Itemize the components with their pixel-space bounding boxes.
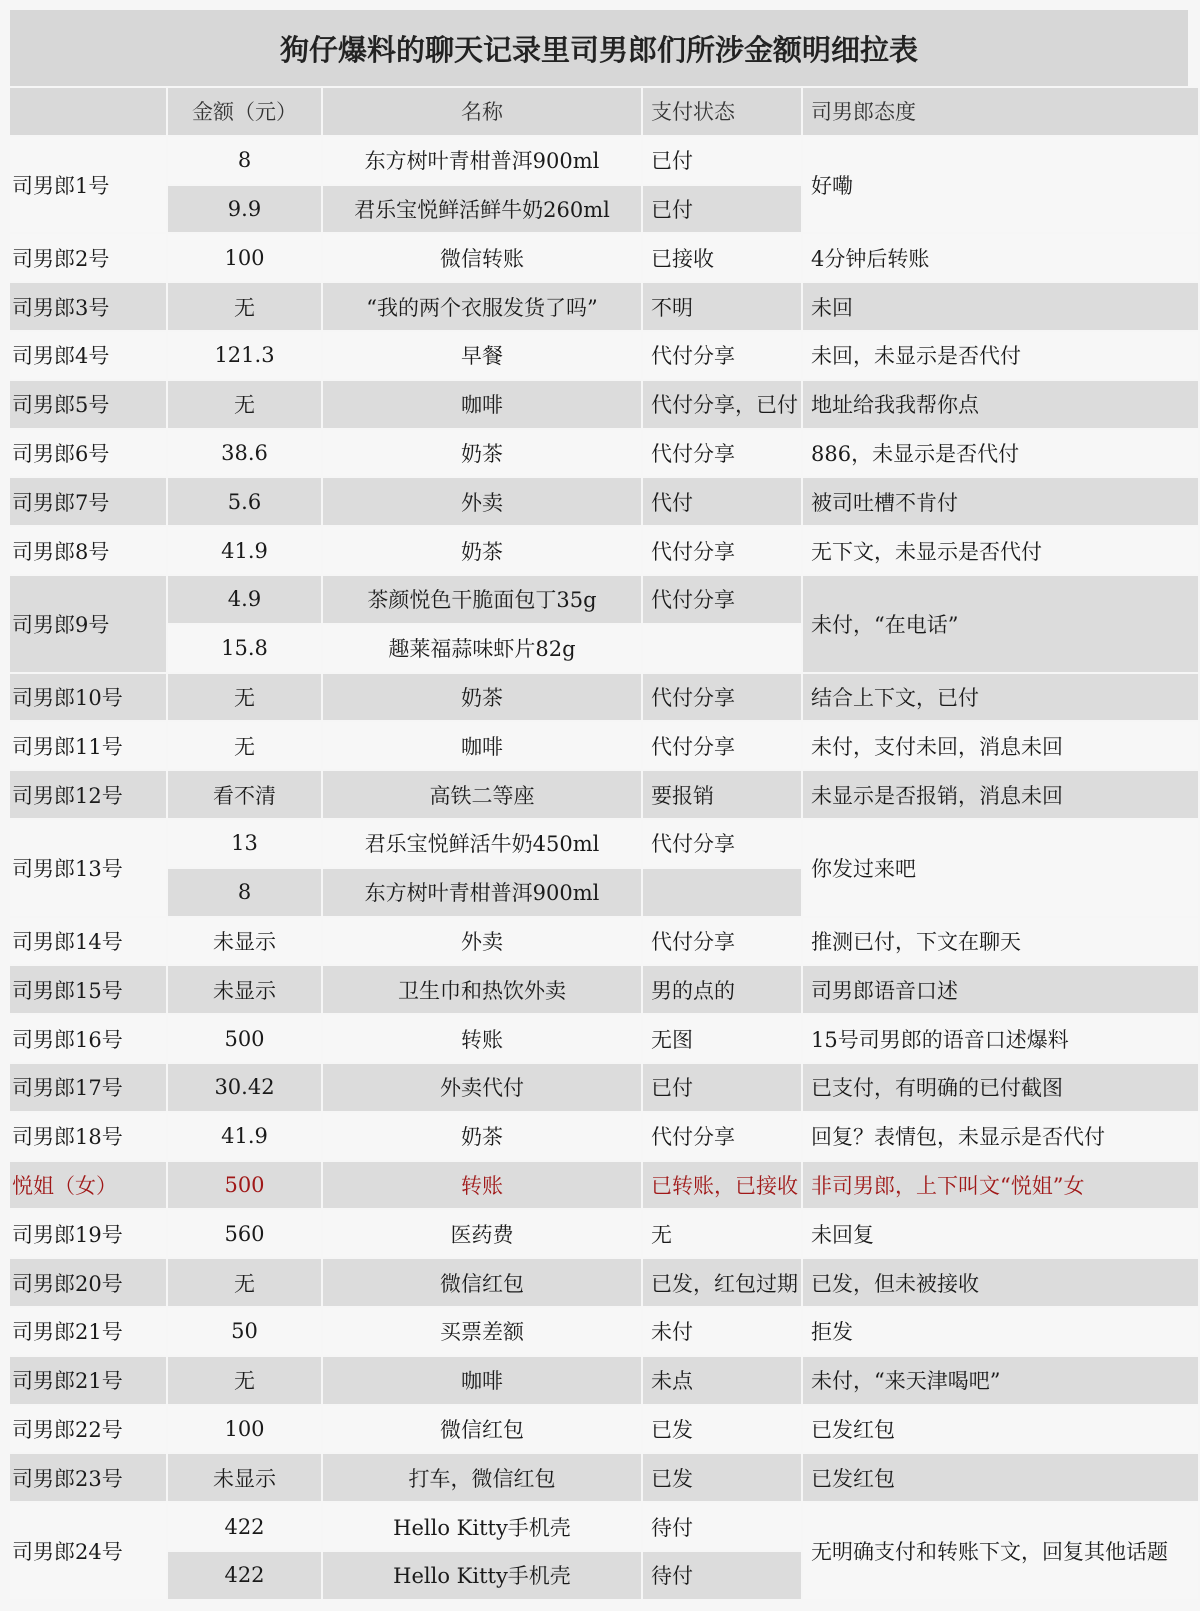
header-attitude: 司男郎态度 xyxy=(803,88,1200,137)
amount-cell: 无 xyxy=(168,1357,323,1406)
amount-cell: 30.42 xyxy=(168,1064,323,1113)
attitude-cell: 无明确支付和转账下文，回复其他话题 xyxy=(803,1503,1200,1601)
payment-status-cell: 已发 xyxy=(643,1454,803,1503)
payment-status-cell: 代付分享，已付 xyxy=(643,381,803,430)
table-row xyxy=(10,1015,1200,1064)
payment-status-cell: 已发 xyxy=(643,1406,803,1455)
item-name-cell: 咖啡 xyxy=(323,1357,643,1406)
attitude-cell: 好嘞 xyxy=(803,137,1200,235)
table-row xyxy=(10,1406,1200,1455)
person-name-cell: 司男郎6号 xyxy=(10,430,168,479)
item-name-cell: 外卖 xyxy=(323,478,643,527)
attitude-cell: 已发，但未被接收 xyxy=(803,1259,1200,1308)
attitude-cell: 未回复 xyxy=(803,1210,1200,1259)
amount-cell: 5.6 xyxy=(168,478,323,527)
table-row xyxy=(10,381,1200,430)
item-name-cell: 奶茶 xyxy=(323,1113,643,1162)
amount-cell: 13 xyxy=(168,820,323,869)
item-name-cell: 奶茶 xyxy=(323,430,643,479)
amount-cell: 未显示 xyxy=(168,918,323,967)
table-body xyxy=(10,137,1200,1601)
item-name-cell: 东方树叶青柑普洱900ml xyxy=(323,137,643,186)
attitude-cell: 已发红包 xyxy=(803,1406,1200,1455)
person-name-cell: 司男郎18号 xyxy=(10,1113,168,1162)
amount-cell: 121.3 xyxy=(168,332,323,381)
item-name-cell: 转账 xyxy=(323,1015,643,1064)
table-row xyxy=(10,722,1200,771)
person-name-cell: 司男郎14号 xyxy=(10,918,168,967)
payment-status-cell: 代付分享 xyxy=(643,1113,803,1162)
attitude-cell: 未显示是否报销，消息未回 xyxy=(803,771,1200,820)
header-amount: 金额（元） xyxy=(168,88,323,137)
amount-cell: 500 xyxy=(168,1015,323,1064)
table-row xyxy=(10,1308,1200,1357)
amount-cell: 无 xyxy=(168,722,323,771)
payment-status-cell: 待付 xyxy=(643,1503,803,1552)
amount-cell: 9.9 xyxy=(168,186,323,235)
header-status: 支付状态 xyxy=(643,88,803,137)
amount-cell: 15.8 xyxy=(168,625,323,674)
payment-status-cell: 已付 xyxy=(643,186,803,235)
amount-cell: 看不清 xyxy=(168,771,323,820)
table-row xyxy=(10,1210,1200,1259)
amount-cell: 50 xyxy=(168,1308,323,1357)
table-row xyxy=(10,137,1200,186)
table-row xyxy=(10,1357,1200,1406)
table-row xyxy=(10,820,1200,869)
amount-cell: 无 xyxy=(168,674,323,723)
payment-table xyxy=(10,88,1200,1601)
person-name-cell: 司男郎21号 xyxy=(10,1308,168,1357)
amount-cell: 100 xyxy=(168,1406,323,1455)
payment-status-cell: 代付分享 xyxy=(643,674,803,723)
item-name-cell: 微信红包 xyxy=(323,1406,643,1455)
attitude-cell: 4分钟后转账 xyxy=(803,234,1200,283)
item-name-cell: 奶茶 xyxy=(323,527,643,576)
table-row xyxy=(10,478,1200,527)
person-name-cell: 司男郎9号 xyxy=(10,576,168,674)
item-name-cell: 买票差额 xyxy=(323,1308,643,1357)
payment-status-cell: 已付 xyxy=(643,1064,803,1113)
attitude-cell: 拒发 xyxy=(803,1308,1200,1357)
item-name-cell: 微信转账 xyxy=(323,234,643,283)
attitude-cell: 886，未显示是否代付 xyxy=(803,430,1200,479)
item-name-cell: 茶颜悦色干脆面包丁35g xyxy=(323,576,643,625)
amount-cell: 未显示 xyxy=(168,966,323,1015)
header-row xyxy=(10,88,1200,137)
item-name-cell: 咖啡 xyxy=(323,722,643,771)
item-name-cell: “我的两个衣服发货了吗” xyxy=(323,283,643,332)
item-name-cell: 君乐宝悦鲜活鲜牛奶260ml xyxy=(323,186,643,235)
payment-status-cell: 代付分享 xyxy=(643,527,803,576)
attitude-cell: 推测已付，下文在聊天 xyxy=(803,918,1200,967)
person-name-cell: 司男郎12号 xyxy=(10,771,168,820)
item-name-cell: 外卖代付 xyxy=(323,1064,643,1113)
header-item: 名称 xyxy=(323,88,643,137)
item-name-cell: 趣莱福蒜味虾片82g xyxy=(323,625,643,674)
amount-cell: 422 xyxy=(168,1552,323,1601)
attitude-cell: 结合上下文，已付 xyxy=(803,674,1200,723)
item-name-cell: 早餐 xyxy=(323,332,643,381)
person-name-cell: 司男郎19号 xyxy=(10,1210,168,1259)
table-row xyxy=(10,527,1200,576)
table-row xyxy=(10,1064,1200,1113)
payment-status-cell: 代付分享 xyxy=(643,722,803,771)
person-name-cell: 司男郎17号 xyxy=(10,1064,168,1113)
person-name-cell: 司男郎4号 xyxy=(10,332,168,381)
table-row xyxy=(10,1503,1200,1552)
person-name-cell: 司男郎21号 xyxy=(10,1357,168,1406)
payment-status-cell: 未付 xyxy=(643,1308,803,1357)
attitude-cell: 非司男郎，上下叫文“悦姐”女 xyxy=(803,1162,1200,1211)
attitude-cell: 被司吐槽不肯付 xyxy=(803,478,1200,527)
payment-status-cell: 无图 xyxy=(643,1015,803,1064)
payment-status-cell: 代付 xyxy=(643,478,803,527)
item-name-cell: 医药费 xyxy=(323,1210,643,1259)
table-row xyxy=(10,332,1200,381)
table-row xyxy=(10,1162,1200,1211)
person-name-cell: 司男郎24号 xyxy=(10,1503,168,1601)
table-title: 狗仔爆料的聊天记录里司男郎们所涉金额明细拉表 xyxy=(10,10,1188,86)
table-row xyxy=(10,430,1200,479)
amount-cell: 8 xyxy=(168,137,323,186)
amount-cell: 无 xyxy=(168,1259,323,1308)
item-name-cell: 奶茶 xyxy=(323,674,643,723)
payment-status-cell: 已发，红包过期 xyxy=(643,1259,803,1308)
payment-status-cell: 代付分享 xyxy=(643,576,803,625)
item-name-cell: 转账 xyxy=(323,1162,643,1211)
person-name-cell: 司男郎16号 xyxy=(10,1015,168,1064)
amount-cell: 4.9 xyxy=(168,576,323,625)
attitude-cell: 你发过来吧 xyxy=(803,820,1200,918)
item-name-cell: 东方树叶青柑普洱900ml xyxy=(323,869,643,918)
payment-status-cell: 代付分享 xyxy=(643,430,803,479)
person-name-cell: 司男郎11号 xyxy=(10,722,168,771)
amount-cell: 500 xyxy=(168,1162,323,1211)
attitude-cell: 未付，“来天津喝吧” xyxy=(803,1357,1200,1406)
payment-status-cell: 代付分享 xyxy=(643,918,803,967)
table-row xyxy=(10,1259,1200,1308)
person-name-cell: 司男郎15号 xyxy=(10,966,168,1015)
table-row xyxy=(10,576,1200,625)
payment-status-cell: 不明 xyxy=(643,283,803,332)
payment-status-cell: 代付分享 xyxy=(643,820,803,869)
person-name-cell: 司男郎1号 xyxy=(10,137,168,235)
item-name-cell: Hello Kitty手机壳 xyxy=(323,1552,643,1601)
person-name-cell: 司男郎3号 xyxy=(10,283,168,332)
item-name-cell: Hello Kitty手机壳 xyxy=(323,1503,643,1552)
payment-status-cell: 已接收 xyxy=(643,234,803,283)
item-name-cell: 咖啡 xyxy=(323,381,643,430)
amount-cell: 38.6 xyxy=(168,430,323,479)
payment-status-cell: 待付 xyxy=(643,1552,803,1601)
person-name-cell: 司男郎5号 xyxy=(10,381,168,430)
table-row xyxy=(10,1113,1200,1162)
payment-status-cell: 无 xyxy=(643,1210,803,1259)
item-name-cell: 微信红包 xyxy=(323,1259,643,1308)
item-name-cell: 打车，微信红包 xyxy=(323,1454,643,1503)
attitude-cell: 未付，支付未回，消息未回 xyxy=(803,722,1200,771)
amount-cell: 无 xyxy=(168,283,323,332)
payment-status-cell: 男的点的 xyxy=(643,966,803,1015)
attitude-cell: 司男郎语音口述 xyxy=(803,966,1200,1015)
payment-status-cell xyxy=(643,869,803,918)
person-name-cell: 司男郎20号 xyxy=(10,1259,168,1308)
payment-status-cell xyxy=(643,625,803,674)
person-name-cell: 司男郎10号 xyxy=(10,674,168,723)
person-name-cell: 悦姐（女） xyxy=(10,1162,168,1211)
amount-cell: 41.9 xyxy=(168,1113,323,1162)
amount-cell: 560 xyxy=(168,1210,323,1259)
table-row xyxy=(10,283,1200,332)
person-name-cell: 司男郎8号 xyxy=(10,527,168,576)
amount-cell: 无 xyxy=(168,381,323,430)
table-row xyxy=(10,674,1200,723)
attitude-cell: 无下文，未显示是否代付 xyxy=(803,527,1200,576)
person-name-cell: 司男郎13号 xyxy=(10,820,168,918)
attitude-cell: 15号司男郎的语音口述爆料 xyxy=(803,1015,1200,1064)
payment-status-cell: 代付分享 xyxy=(643,332,803,381)
header-person xyxy=(10,88,168,137)
person-name-cell: 司男郎22号 xyxy=(10,1406,168,1455)
person-name-cell: 司男郎2号 xyxy=(10,234,168,283)
item-name-cell: 君乐宝悦鲜活牛奶450ml xyxy=(323,820,643,869)
table-row xyxy=(10,918,1200,967)
table-row xyxy=(10,771,1200,820)
item-name-cell: 高铁二等座 xyxy=(323,771,643,820)
payment-status-cell: 未点 xyxy=(643,1357,803,1406)
table-row xyxy=(10,966,1200,1015)
payment-status-cell: 已付 xyxy=(643,137,803,186)
table-row xyxy=(10,1454,1200,1503)
amount-cell: 41.9 xyxy=(168,527,323,576)
amount-cell: 未显示 xyxy=(168,1454,323,1503)
attitude-cell: 已支付，有明确的已付截图 xyxy=(803,1064,1200,1113)
amount-cell: 422 xyxy=(168,1503,323,1552)
attitude-cell: 未回 xyxy=(803,283,1200,332)
person-name-cell: 司男郎23号 xyxy=(10,1454,168,1503)
payment-status-cell: 已转账，已接收 xyxy=(643,1162,803,1211)
attitude-cell: 未付，“在电话” xyxy=(803,576,1200,674)
attitude-cell: 未回，未显示是否代付 xyxy=(803,332,1200,381)
payment-status-cell: 要报销 xyxy=(643,771,803,820)
attitude-cell: 地址给我我帮你点 xyxy=(803,381,1200,430)
attitude-cell: 回复？表情包，未显示是否代付 xyxy=(803,1113,1200,1162)
item-name-cell: 外卖 xyxy=(323,918,643,967)
amount-cell: 8 xyxy=(168,869,323,918)
attitude-cell: 已发红包 xyxy=(803,1454,1200,1503)
amount-cell: 100 xyxy=(168,234,323,283)
item-name-cell: 卫生巾和热饮外卖 xyxy=(323,966,643,1015)
table-row xyxy=(10,234,1200,283)
person-name-cell: 司男郎7号 xyxy=(10,478,168,527)
